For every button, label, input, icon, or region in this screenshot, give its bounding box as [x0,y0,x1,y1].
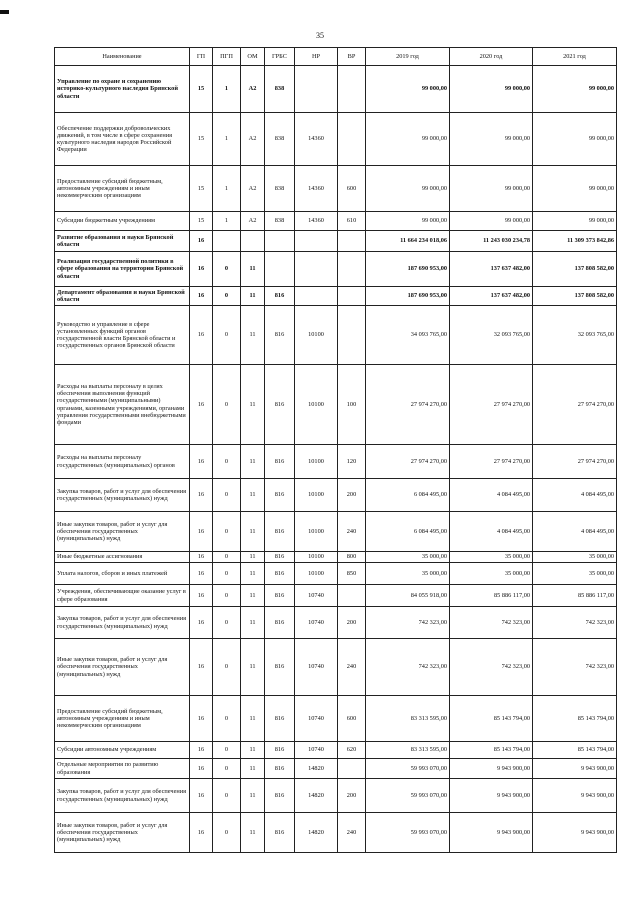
row-vr-cell: 600 [338,696,366,742]
row-gp-cell: 16 [190,552,213,563]
row-vr-cell: 200 [338,607,366,639]
row-2019-cell: 99 000,00 [366,212,450,231]
row-pgp-cell: 1 [213,113,241,166]
row-nr-cell [295,287,338,306]
row-pgp-cell: 1 [213,212,241,231]
table-row [55,552,617,563]
row-gp-cell: 16 [190,479,213,512]
row-nr-cell: 14820 [295,779,338,813]
row-2021-cell: 35 000,00 [533,552,617,563]
row-om-cell: 11 [241,563,265,585]
row-om-cell: А2 [241,212,265,231]
row-grbs-cell [265,252,295,287]
row-om-cell [241,231,265,252]
row-om-cell: 11 [241,365,265,445]
row-om-cell: 11 [241,306,265,365]
row-vr-cell: 100 [338,365,366,445]
row-gp-cell: 16 [190,779,213,813]
row-2021-cell: 742 323,00 [533,639,617,696]
row-name-cell: Иные закупки товаров, работ и услуг для обеспечения государственных (муниципальных) нужд [55,639,190,696]
row-vr-cell: 620 [338,742,366,759]
row-om-cell: 11 [241,639,265,696]
row-gp-cell: 16 [190,512,213,552]
row-gp-cell: 16 [190,287,213,306]
row-pgp-cell: 0 [213,287,241,306]
row-2021-cell: 742 323,00 [533,607,617,639]
row-2019-cell: 187 690 953,00 [366,252,450,287]
column-header: НР [295,48,338,66]
row-grbs-cell: 816 [265,479,295,512]
row-om-cell: 11 [241,552,265,563]
row-vr-cell [338,759,366,779]
row-2021-cell: 9 943 900,00 [533,759,617,779]
row-gp-cell: 15 [190,166,213,212]
row-gp-cell: 15 [190,212,213,231]
row-2020-cell: 85 143 794,00 [450,742,533,759]
row-2020-cell: 99 000,00 [450,212,533,231]
row-gp-cell: 16 [190,445,213,479]
row-gp-cell: 16 [190,252,213,287]
table-row [55,639,617,696]
row-2021-cell: 11 309 373 842,86 [533,231,617,252]
row-nr-cell: 10100 [295,479,338,512]
row-gp-cell: 16 [190,231,213,252]
row-nr-cell [295,252,338,287]
row-pgp-cell: 0 [213,445,241,479]
row-2020-cell: 99 000,00 [450,166,533,212]
row-name-cell: Уплата налогов, сборов и иных платежей [55,563,190,585]
row-grbs-cell: 816 [265,696,295,742]
table-row [55,212,617,231]
row-2021-cell: 137 808 582,00 [533,287,617,306]
row-2019-cell: 11 664 234 018,06 [366,231,450,252]
row-grbs-cell: 816 [265,306,295,365]
table-row [55,306,617,365]
table-row [55,607,617,639]
row-2020-cell: 99 000,00 [450,66,533,113]
row-grbs-cell [265,231,295,252]
row-2019-cell: 6 084 495,00 [366,512,450,552]
row-name-cell: Отдельные мероприятия по развитию образования [55,759,190,779]
row-om-cell: 11 [241,585,265,607]
row-name-cell: Руководство и управление в сфере установленных функций органов государственной власти Брянской области и государственных органов Брянской области [55,306,190,365]
row-name-cell: Расходы на выплаты персоналу в целях обеспечения выполнения функций государственными (муниципальными) органами, казенными учреждениями, органами управления государственными внебюджетными фондами [55,365,190,445]
row-nr-cell: 10100 [295,365,338,445]
row-pgp-cell: 0 [213,563,241,585]
row-grbs-cell: 816 [265,759,295,779]
row-nr-cell: 14820 [295,759,338,779]
row-2020-cell: 742 323,00 [450,639,533,696]
row-pgp-cell: 0 [213,696,241,742]
row-nr-cell: 10740 [295,639,338,696]
row-name-cell: Управление по охране и сохранению историко-культурного наследия Брянской области [55,66,190,113]
row-om-cell: 11 [241,607,265,639]
row-nr-cell: 10740 [295,585,338,607]
table-row [55,742,617,759]
row-name-cell: Расходы на выплаты персоналу государственных (муниципальных) органов [55,445,190,479]
row-om-cell: 11 [241,479,265,512]
row-2019-cell: 99 000,00 [366,113,450,166]
row-2019-cell: 742 323,00 [366,639,450,696]
row-pgp-cell [213,231,241,252]
row-grbs-cell: 838 [265,212,295,231]
row-pgp-cell: 0 [213,813,241,853]
row-om-cell: А2 [241,113,265,166]
row-grbs-cell: 816 [265,512,295,552]
row-2021-cell: 85 143 794,00 [533,696,617,742]
row-nr-cell [295,66,338,113]
row-2021-cell: 99 000,00 [533,113,617,166]
table-row [55,759,617,779]
row-nr-cell: 14820 [295,813,338,853]
row-2019-cell: 35 000,00 [366,563,450,585]
row-grbs-cell: 838 [265,113,295,166]
column-header: ПГП [213,48,241,66]
row-vr-cell [338,252,366,287]
row-nr-cell: 14360 [295,166,338,212]
row-2020-cell: 11 243 030 234,78 [450,231,533,252]
row-2019-cell: 84 055 918,00 [366,585,450,607]
row-2019-cell: 99 000,00 [366,166,450,212]
row-2019-cell: 99 000,00 [366,66,450,113]
row-vr-cell [338,306,366,365]
row-nr-cell [295,231,338,252]
row-nr-cell: 14360 [295,212,338,231]
row-grbs-cell: 816 [265,639,295,696]
row-pgp-cell: 0 [213,779,241,813]
row-grbs-cell: 838 [265,166,295,212]
row-pgp-cell: 1 [213,166,241,212]
row-vr-cell [338,113,366,166]
row-2019-cell: 742 323,00 [366,607,450,639]
row-gp-cell: 16 [190,813,213,853]
row-2021-cell: 27 974 270,00 [533,445,617,479]
row-2020-cell: 742 323,00 [450,607,533,639]
row-om-cell: 11 [241,252,265,287]
row-pgp-cell: 0 [213,607,241,639]
row-vr-cell [338,585,366,607]
row-2019-cell: 59 993 070,00 [366,759,450,779]
row-pgp-cell: 0 [213,585,241,607]
table-row [55,365,617,445]
table-row [55,563,617,585]
column-header: ВР [338,48,366,66]
budget-table [54,47,617,853]
row-2020-cell: 137 637 482,00 [450,287,533,306]
row-2019-cell: 35 000,00 [366,552,450,563]
column-header: Наименование [55,48,190,66]
row-2019-cell: 27 974 270,00 [366,365,450,445]
row-name-cell: Развитие образования и науки Брянской области [55,231,190,252]
row-2021-cell: 85 143 794,00 [533,742,617,759]
table-row [55,585,617,607]
row-vr-cell [338,287,366,306]
row-gp-cell: 15 [190,66,213,113]
column-header: ГП [190,48,213,66]
table-row [55,445,617,479]
row-name-cell: Субсидии автономным учреждениям [55,742,190,759]
row-gp-cell: 16 [190,365,213,445]
row-2020-cell: 27 974 270,00 [450,445,533,479]
row-om-cell: 11 [241,445,265,479]
row-grbs-cell: 816 [265,552,295,563]
row-pgp-cell: 0 [213,252,241,287]
row-2019-cell: 34 093 765,00 [366,306,450,365]
row-pgp-cell: 0 [213,552,241,563]
row-nr-cell: 10100 [295,563,338,585]
row-nr-cell: 10740 [295,696,338,742]
row-2021-cell: 4 084 495,00 [533,479,617,512]
row-2020-cell: 27 974 270,00 [450,365,533,445]
row-om-cell: 11 [241,742,265,759]
row-2021-cell: 99 000,00 [533,166,617,212]
row-name-cell: Предоставление субсидий бюджетным, автономным учреждениям и иным некоммерческим организациям [55,696,190,742]
row-name-cell: Иные бюджетные ассигнования [55,552,190,563]
row-2019-cell: 83 313 595,00 [366,696,450,742]
row-pgp-cell: 1 [213,66,241,113]
row-om-cell: 11 [241,813,265,853]
row-2019-cell: 6 084 495,00 [366,479,450,512]
row-2019-cell: 59 993 070,00 [366,779,450,813]
row-om-cell: 11 [241,512,265,552]
row-pgp-cell: 0 [213,512,241,552]
row-grbs-cell: 816 [265,445,295,479]
row-2020-cell: 9 943 900,00 [450,779,533,813]
row-vr-cell [338,66,366,113]
column-header: 2019 год [366,48,450,66]
table-row [55,231,617,252]
row-2021-cell: 99 000,00 [533,212,617,231]
row-pgp-cell: 0 [213,479,241,512]
row-vr-cell: 240 [338,639,366,696]
column-header: ГРБС [265,48,295,66]
table-body [55,66,617,853]
row-nr-cell: 10100 [295,306,338,365]
row-om-cell: 11 [241,759,265,779]
table-row [55,779,617,813]
budget-table-container [54,47,616,853]
row-2019-cell: 83 313 595,00 [366,742,450,759]
table-row [55,66,617,113]
table-row [55,479,617,512]
row-2020-cell: 4 084 495,00 [450,479,533,512]
row-vr-cell [338,231,366,252]
row-grbs-cell: 816 [265,813,295,853]
row-vr-cell: 240 [338,512,366,552]
row-nr-cell: 14360 [295,113,338,166]
row-2020-cell: 32 093 765,00 [450,306,533,365]
row-gp-cell: 16 [190,607,213,639]
table-row [55,166,617,212]
row-2019-cell: 59 993 070,00 [366,813,450,853]
row-vr-cell: 240 [338,813,366,853]
table-row [55,696,617,742]
row-2021-cell: 4 084 495,00 [533,512,617,552]
row-2019-cell: 187 690 953,00 [366,287,450,306]
page-number: 35 [316,31,324,40]
table-header-row [55,48,617,66]
row-gp-cell: 15 [190,113,213,166]
row-2020-cell: 9 943 900,00 [450,813,533,853]
row-nr-cell: 10100 [295,445,338,479]
row-grbs-cell: 816 [265,287,295,306]
row-2020-cell: 85 886 117,00 [450,585,533,607]
row-grbs-cell: 816 [265,607,295,639]
scan-corner-mark [0,10,9,14]
table-row [55,113,617,166]
row-2021-cell: 9 943 900,00 [533,813,617,853]
row-2020-cell: 137 637 482,00 [450,252,533,287]
row-2020-cell: 35 000,00 [450,563,533,585]
row-2021-cell: 32 093 765,00 [533,306,617,365]
row-2020-cell: 4 084 495,00 [450,512,533,552]
row-nr-cell: 10100 [295,552,338,563]
row-name-cell: Иные закупки товаров, работ и услуг для обеспечения государственных (муниципальных) нужд [55,512,190,552]
row-name-cell: Закупка товаров, работ и услуг для обеспечения государственных (муниципальных) нужд [55,479,190,512]
row-2021-cell: 99 000,00 [533,66,617,113]
row-grbs-cell: 816 [265,365,295,445]
row-vr-cell: 200 [338,779,366,813]
row-name-cell: Реализация государственной политики в сфере образования на территории Брянской области [55,252,190,287]
row-2021-cell: 85 886 117,00 [533,585,617,607]
row-vr-cell: 120 [338,445,366,479]
table-row [55,813,617,853]
row-nr-cell: 10740 [295,607,338,639]
row-name-cell: Закупка товаров, работ и услуг для обеспечения государственных (муниципальных) нужд [55,607,190,639]
table-row [55,252,617,287]
row-2020-cell: 35 000,00 [450,552,533,563]
row-2019-cell: 27 974 270,00 [366,445,450,479]
column-header: ОМ [241,48,265,66]
row-gp-cell: 16 [190,696,213,742]
row-vr-cell: 600 [338,166,366,212]
row-name-cell: Обеспечение поддержки добровольческих движений, в том числе в сфере сохранения культурного наследия народов Российской Федерации [55,113,190,166]
row-om-cell: 11 [241,696,265,742]
row-grbs-cell: 838 [265,66,295,113]
row-grbs-cell: 816 [265,742,295,759]
row-grbs-cell: 816 [265,779,295,813]
row-pgp-cell: 0 [213,365,241,445]
row-nr-cell: 10100 [295,512,338,552]
row-om-cell: А2 [241,66,265,113]
row-2021-cell: 137 808 582,00 [533,252,617,287]
row-2020-cell: 85 143 794,00 [450,696,533,742]
row-gp-cell: 16 [190,639,213,696]
row-vr-cell: 610 [338,212,366,231]
row-grbs-cell: 816 [265,585,295,607]
table-row [55,512,617,552]
row-om-cell: А2 [241,166,265,212]
row-pgp-cell: 0 [213,639,241,696]
row-vr-cell: 850 [338,563,366,585]
row-name-cell: Учреждения, обеспечивающие оказание услуг в сфере образования [55,585,190,607]
row-name-cell: Департамент образования и науки Брянской области [55,287,190,306]
row-om-cell: 11 [241,287,265,306]
table-row [55,287,617,306]
row-pgp-cell: 0 [213,742,241,759]
row-pgp-cell: 0 [213,306,241,365]
row-vr-cell: 200 [338,479,366,512]
column-header: 2020 год [450,48,533,66]
row-nr-cell: 10740 [295,742,338,759]
column-header: 2021 год [533,48,617,66]
row-vr-cell: 800 [338,552,366,563]
row-name-cell: Иные закупки товаров, работ и услуг для обеспечения государственных (муниципальных) нужд [55,813,190,853]
row-gp-cell: 16 [190,759,213,779]
row-2021-cell: 27 974 270,00 [533,365,617,445]
row-2020-cell: 9 943 900,00 [450,759,533,779]
row-gp-cell: 16 [190,742,213,759]
row-om-cell: 11 [241,779,265,813]
row-2021-cell: 35 000,00 [533,563,617,585]
row-2020-cell: 99 000,00 [450,113,533,166]
row-gp-cell: 16 [190,306,213,365]
row-grbs-cell: 816 [265,563,295,585]
row-name-cell: Закупка товаров, работ и услуг для обеспечения государственных (муниципальных) нужд [55,779,190,813]
row-name-cell: Субсидии бюджетным учреждениям [55,212,190,231]
row-gp-cell: 16 [190,585,213,607]
row-name-cell: Предоставление субсидий бюджетным, автономным учреждениям и иным некоммерческим организациям [55,166,190,212]
row-2021-cell: 9 943 900,00 [533,779,617,813]
row-pgp-cell: 0 [213,759,241,779]
row-gp-cell: 16 [190,563,213,585]
